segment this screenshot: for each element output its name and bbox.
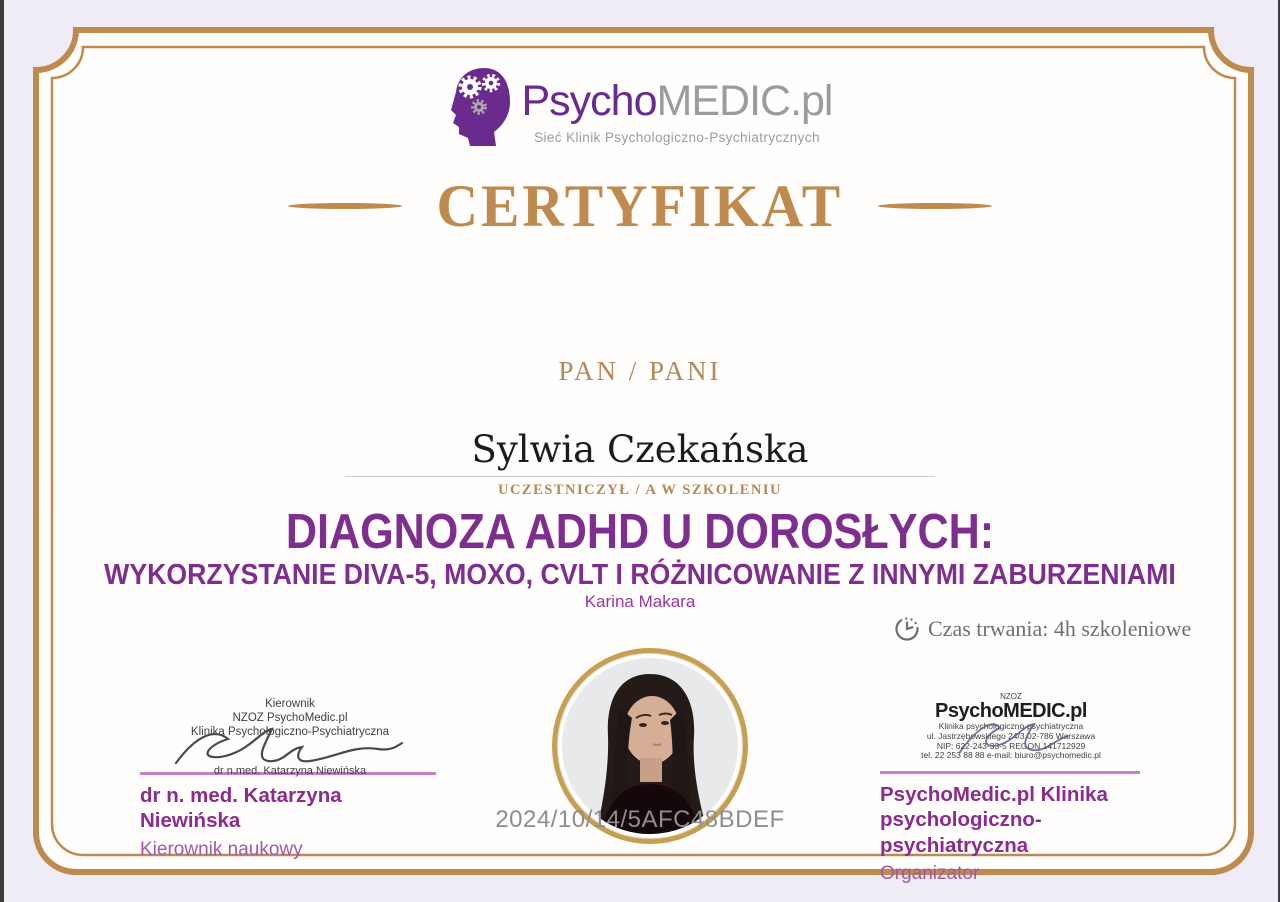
stamp-line: NZOZ PsychoMedic.pl (232, 712, 348, 725)
ornament-left (288, 202, 402, 210)
course-title: DIAGNOZA ADHD U DOROSŁYCH: (285, 505, 995, 559)
left-signatory-name: dr n. med. Katarzyna Niewińska (140, 783, 342, 833)
stamp-line: Kierownik (265, 698, 315, 710)
stamp-line: PsychoMEDIC.pl (935, 700, 1087, 723)
brand-logo (0, 66, 1280, 146)
head-gears-icon (448, 66, 512, 146)
certificate-id: 2024/10/14/5AFC48BDEF (495, 806, 785, 833)
logo-tagline: Sieć Klinik Psychologiczno-Psychiatrycznych (534, 130, 820, 145)
handwritten-signature (168, 723, 408, 771)
duration-label: Czas trwania: 4h szkoleniowe (928, 616, 1192, 641)
participation-label: UCZESTNICZYŁ / A W SZKOLENIU (497, 482, 783, 498)
left-signatory-role: Kierownik naukowy (140, 838, 303, 860)
salutation: PAN / PANI (558, 356, 722, 386)
logo-text-primary: Psycho (521, 77, 657, 125)
clock-icon (893, 615, 921, 643)
right-signatory-role: Organizator (880, 863, 980, 885)
organizer-stamp (880, 692, 1142, 766)
certificate-title-row (0, 173, 1280, 239)
stamp-line: NZOZ (1000, 692, 1022, 701)
left-signatory-block (140, 697, 440, 861)
handwritten-signature (950, 716, 1080, 758)
stamp-line: Klinika psychologiczno-psychiatryczna (938, 721, 1084, 732)
duration-row (893, 615, 1191, 643)
stamp-line: Klinika Psychologiczno-Psychiatryczna (190, 726, 390, 739)
scan-edge-left (0, 0, 4, 902)
stamp-signature-name: dr n.med. Katarzyna Niewińska (213, 765, 367, 778)
right-signatory-block (880, 692, 1160, 885)
gear-icon (472, 101, 485, 114)
right-signatory-name: PsychoMedic.pl Klinika psychologiczno-psychiatryczna (880, 782, 1108, 857)
trainer-name: Karina Makara (584, 592, 696, 611)
course-subtitle: WYKORZYSTANIE DIVA-5, MOXO, CVLT I RÓŻNICOWANIE Z INNYMI ZABURZENIAMI (104, 559, 1176, 591)
stamp-line: NIP: 622-243-33-5 REGON 141712929 (936, 740, 1086, 751)
left-stamp (140, 697, 440, 778)
signature-separator (880, 771, 1140, 774)
certificate-title: CERTYFIKAT (436, 173, 844, 239)
recipient-name: Sylwia Czekańska (471, 428, 809, 471)
name-underline (345, 476, 935, 477)
logo-text-secondary: MEDIC.pl (656, 77, 833, 125)
logo-wordmark (521, 77, 833, 125)
ornament-right (878, 202, 992, 210)
stamp-line: ul. Jastrzębowskiego 24/3 02-786 Warszawa (926, 730, 1096, 741)
stamp-line: tel. 22 253 88 88 e-mail: biuro@psychomedic.pl (921, 750, 1101, 761)
